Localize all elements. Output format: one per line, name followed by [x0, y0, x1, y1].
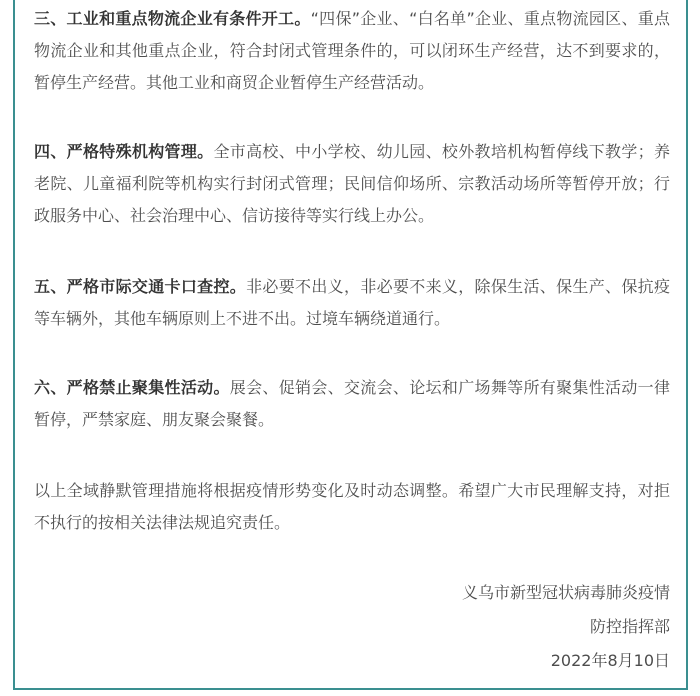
paragraph-heading: 四、严格特殊机构管理。 [34, 142, 214, 161]
paragraph-body: 展会、促销会、交流会、论坛和广场舞等所有聚集性活动一律暂停，严禁家庭、朋友聚会聚餐。 [34, 378, 670, 429]
paragraph-closing [34, 475, 670, 539]
signature-date: 2022年8月10日 [550, 651, 670, 670]
paragraph-heading: 六、严格禁止聚集性活动。 [34, 378, 230, 397]
paragraph-industry [34, 3, 670, 99]
paragraph-special-institutions [34, 136, 670, 232]
paragraph-heading: 三、工业和重点物流企业有条件开工。 [34, 9, 311, 28]
paragraph-body: 全市高校、中小学校、幼儿园、校外教培机构暂停线下教学；养老院、儿童福利院等机构实行封闭式管理；民间信仰场所、宗教活动场所等暂停开放；行政服务中心、社会治理中心、信访接待等实行线上办公。 [34, 142, 670, 225]
paragraph-gatherings [34, 372, 670, 436]
paragraph-body: 非必要不出义，非必要不来义，除保生活、保生产、保抗疫等车辆外，其他车辆原则上不进不出。过境车辆绕道通行。 [34, 277, 670, 328]
paragraph-body: “四保”企业、“白名单”企业、重点物流园区、重点物流企业和其他重点企业，符合封闭式管理条件的，可以闭环生产经营，达不到要求的，暂停生产经营。其他工业和商贸企业暂停生产经营活动。 [34, 9, 670, 92]
signature-org-line2: 防控指挥部 [589, 617, 670, 636]
frame-border-right [686, 0, 688, 690]
paragraph-heading: 五、严格市际交通卡口查控。 [34, 277, 247, 296]
frame-border-left [13, 0, 15, 690]
signature-org-line1: 义乌市新型冠状病毒肺炎疫情 [461, 583, 670, 602]
paragraph-traffic-checkpoints [34, 271, 670, 335]
frame-border-bottom [13, 688, 688, 690]
paragraph-body: 以上全域静默管理措施将根据疫情形势变化及时动态调整。希望广大市民理解支持，对拒不执行的按相关法律法规追究责任。 [34, 481, 670, 532]
